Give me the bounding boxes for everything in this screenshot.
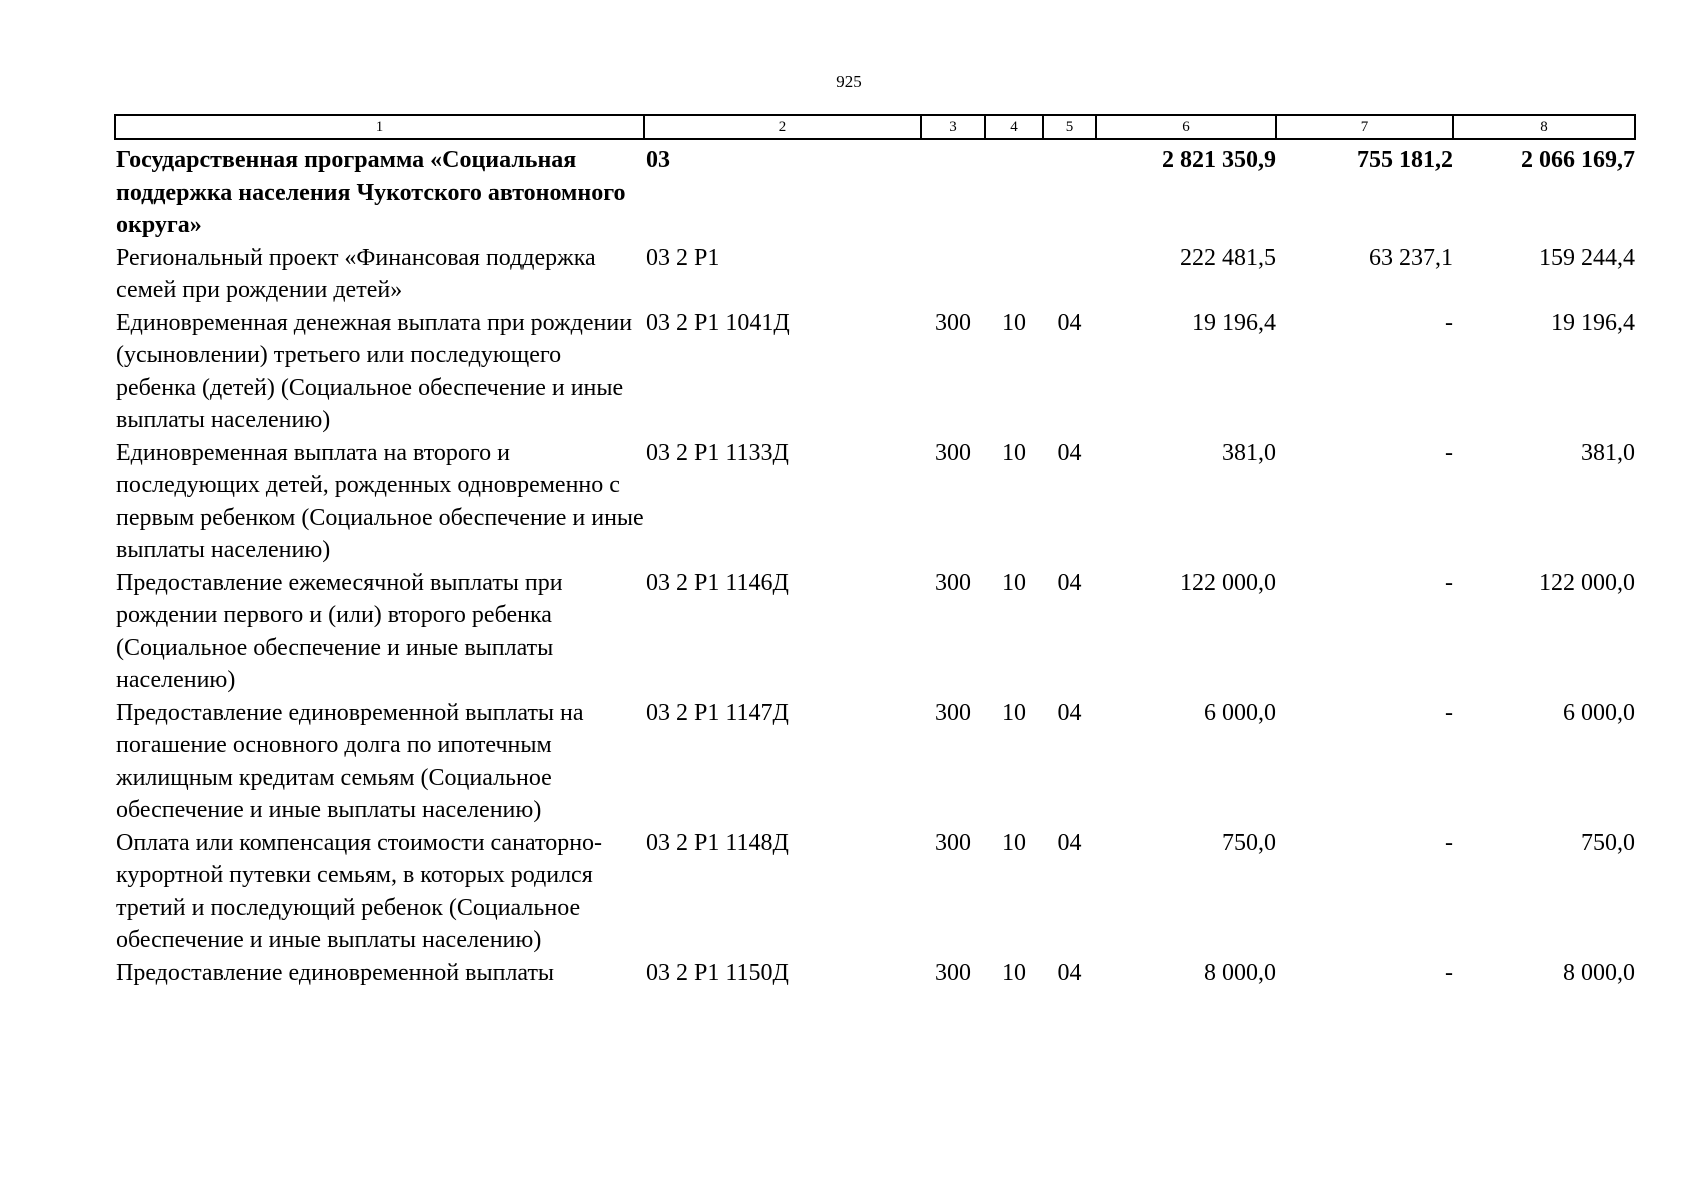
row-amount-total: 122 000,0 (1180, 569, 1276, 596)
row-expense-type (921, 242, 985, 307)
row-amount-total: 19 196,4 (1192, 309, 1276, 336)
row-amount-total: 222 481,5 (1180, 244, 1276, 271)
row-section: 10 (1002, 829, 1026, 856)
row-amount-col8: 19 196,4 (1551, 309, 1635, 336)
column-header: 6 (1096, 115, 1276, 139)
row-subsection: 04 (1057, 699, 1082, 726)
row-expense-type: 300 (935, 439, 971, 466)
row-amount-col7: - (1445, 309, 1453, 336)
row-description: Предоставление единовременной выплаты (116, 959, 555, 986)
row-expense-type (921, 139, 985, 242)
row-budget-code: 03 2 Р1 1041Д (646, 309, 790, 336)
column-header: 5 (1043, 115, 1096, 139)
row-amount-col8: 6 000,0 (1563, 699, 1635, 726)
row-amount-col7: 755 181,2 (1357, 147, 1453, 173)
row-section (985, 139, 1043, 242)
row-section: 10 (1002, 439, 1026, 466)
row-budget-code: 03 2 Р1 1147Д (646, 699, 789, 726)
row-amount-col7: - (1445, 439, 1453, 466)
row-budget-code: 03 2 Р1 1133Д (646, 439, 789, 466)
column-header: 7 (1276, 115, 1453, 139)
row-subsection (1043, 242, 1096, 307)
row-budget-code: 03 2 Р1 1148Д (646, 829, 789, 856)
row-subsection: 04 (1057, 439, 1082, 466)
row-description: Государственная программа «Социальная поддержка населения Чукотского автономного округа» (116, 147, 626, 238)
budget-table (114, 114, 1636, 989)
row-amount-col7: - (1445, 569, 1453, 596)
row-description: Региональный проект «Финансовая поддержка семей при рождении детей» (116, 244, 596, 303)
table-body (115, 139, 1635, 989)
table-row (115, 437, 1635, 567)
row-amount-total: 2 821 350,9 (1162, 147, 1276, 173)
row-amount-col8: 159 244,4 (1539, 244, 1635, 271)
row-amount-col7: - (1445, 699, 1453, 726)
column-header: 2 (644, 115, 921, 139)
row-amount-total: 750,0 (1222, 829, 1276, 856)
row-expense-type: 300 (935, 959, 971, 986)
row-budget-code: 03 2 Р1 (646, 244, 720, 271)
row-subsection: 04 (1057, 959, 1082, 986)
page-number: 925 (836, 72, 862, 91)
row-description: Предоставление единовременной выплаты на погашение основного долга по ипотечным жилищным кредитам семьям (Социальное обеспечение и иные выплаты населению) (116, 699, 584, 823)
table-row (115, 697, 1635, 827)
row-section (985, 242, 1043, 307)
row-amount-col7: - (1445, 829, 1453, 856)
row-section: 10 (1002, 569, 1026, 596)
row-amount-col8: 8 000,0 (1563, 959, 1635, 986)
column-header: 4 (985, 115, 1043, 139)
table-row (115, 957, 1635, 990)
row-amount-total: 381,0 (1222, 439, 1276, 466)
row-subsection (1043, 139, 1096, 242)
row-subsection: 04 (1057, 829, 1082, 856)
row-section: 10 (1002, 959, 1026, 986)
row-expense-type: 300 (935, 829, 971, 856)
row-amount-total: 8 000,0 (1204, 959, 1276, 986)
column-header: 1 (115, 115, 644, 139)
row-amount-col8: 381,0 (1581, 439, 1635, 466)
table-row (115, 139, 1635, 242)
table-row (115, 242, 1635, 307)
row-description: Предоставление ежемесячной выплаты при рождении первого и (или) второго ребенка (Социальное обеспечение и иные выплаты населению) (116, 569, 563, 693)
row-budget-code: 03 2 Р1 1150Д (646, 959, 789, 986)
row-budget-code: 03 2 Р1 1146Д (646, 569, 789, 596)
row-subsection: 04 (1057, 309, 1082, 336)
column-number-header (115, 115, 1635, 139)
column-header: 3 (921, 115, 985, 139)
row-description: Единовременная выплата на второго и последующих детей, рожденных одновременно с первым ребенком (Социальное обеспечение и иные выплаты населению) (116, 439, 644, 563)
row-amount-col8: 2 066 169,7 (1521, 147, 1635, 173)
row-amount-col8: 750,0 (1581, 829, 1635, 856)
table-row (115, 307, 1635, 437)
row-section: 10 (1002, 699, 1026, 726)
row-expense-type: 300 (935, 569, 971, 596)
row-description: Оплата или компенсация стоимости санаторно-курортной путевки семьям, в которых родился третий и последующий ребенок (Социальное обеспечение и иные выплаты населению) (116, 829, 603, 953)
table-row (115, 827, 1635, 957)
row-subsection: 04 (1057, 569, 1082, 596)
row-amount-col7: - (1445, 959, 1453, 986)
row-amount-total: 6 000,0 (1204, 699, 1276, 726)
row-budget-code: 03 (646, 147, 670, 173)
table-row (115, 567, 1635, 697)
row-amount-col8: 122 000,0 (1539, 569, 1635, 596)
row-expense-type: 300 (935, 699, 971, 726)
column-header: 8 (1453, 115, 1635, 139)
row-expense-type: 300 (935, 309, 971, 336)
row-amount-col7: 63 237,1 (1369, 244, 1453, 271)
row-description: Единовременная денежная выплата при рождении (усыновлении) третьего или последующего ребенка (детей) (Социальное обеспечение и иные выплаты населению) (116, 309, 633, 433)
row-section: 10 (1002, 309, 1026, 336)
